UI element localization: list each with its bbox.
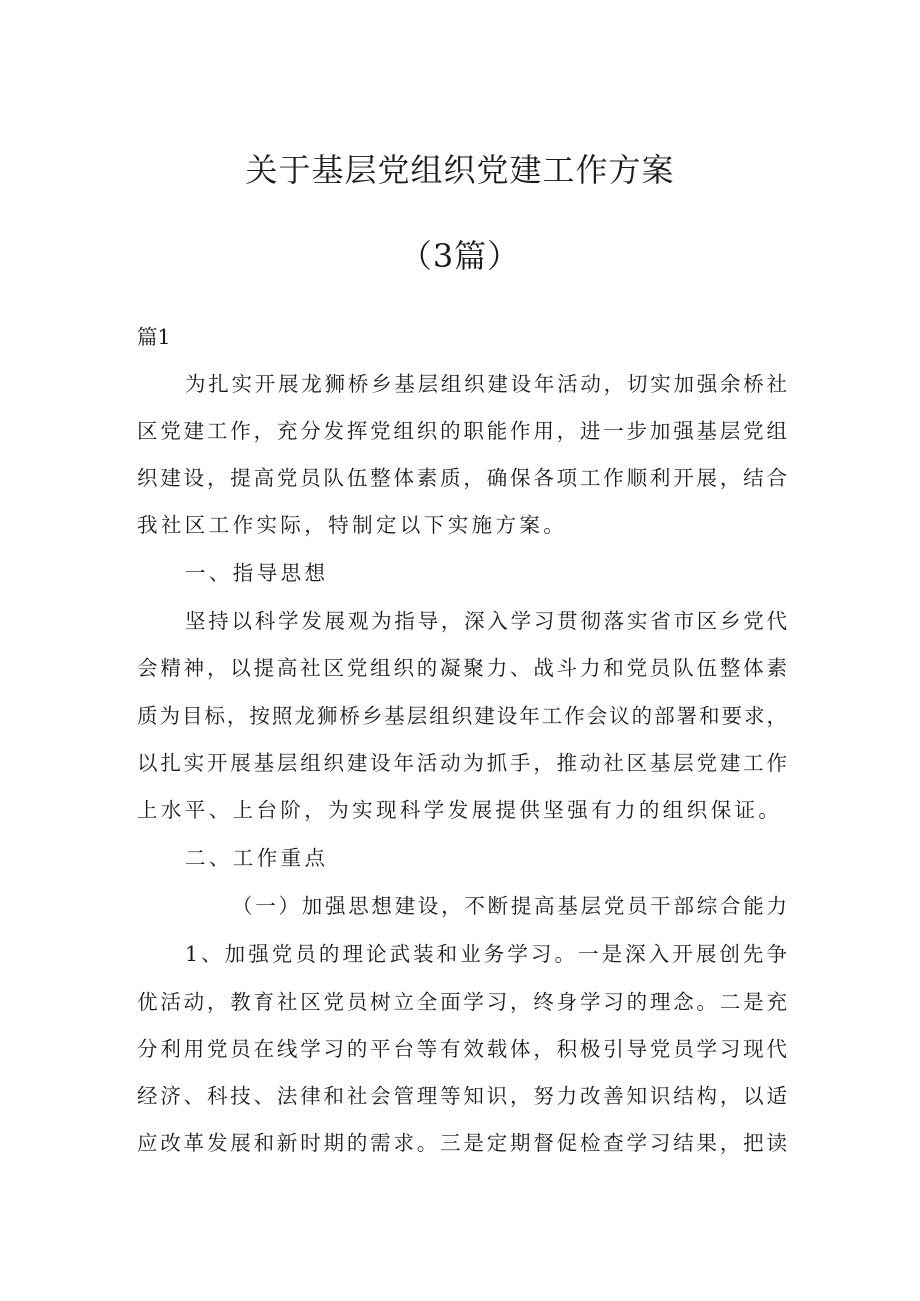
paragraph-line: 1、加强党员的理论武装和业务学习。一是深入开展创先争 — [185, 942, 787, 966]
section-label: 篇1 — [137, 325, 171, 349]
paragraph-line: 我社区工作实际，特制定以下实施方案。 — [137, 513, 568, 537]
paragraph-line: 上水平、上台阶，为实现科学发展提供坚强有力的组织保证。 — [137, 798, 783, 822]
paragraph-line: 应改革发展和新时期的需求。三是定期督促检查学习结果，把读 — [137, 1131, 787, 1155]
paragraph-line: 经济、科技、法律和社会管理等知识，努力改善知识结构，以适 — [137, 1084, 787, 1108]
document-title: 关于基层党组织党建工作方案 — [245, 151, 675, 189]
paragraph-line: 质为目标，按照龙狮桥乡基层组织建设年工作会议的部署和要求， — [137, 704, 787, 728]
paragraph-line: 优活动，教育社区党员树立全面学习，终身学习的理念。二是充 — [137, 990, 787, 1014]
document-subtitle: （3篇） — [399, 237, 521, 275]
paragraph-line: 织建设，提高党员队伍整体素质，确保各项工作顺利开展，结合 — [137, 466, 787, 490]
paragraph-line: 坚持以科学发展观为指导，深入学习贯彻落实省市区乡党代 — [185, 609, 787, 633]
section-heading: 一、指导思想 — [185, 561, 329, 585]
paragraph-line: 为扎实开展龙狮桥乡基层组织建设年活动，切实加强余桥社 — [185, 372, 787, 396]
section-heading: 二、工作重点 — [185, 846, 329, 870]
subsection-heading: （一）加强思想建设，不断提高基层党员干部综合能力 — [232, 894, 787, 918]
paragraph-line: 以扎实开展基层组织建设年活动为抓手，推动社区基层党建工作 — [137, 751, 787, 775]
paragraph-line: 会精神，以提高社区党组织的凝聚力、战斗力和党员队伍整体素 — [137, 656, 787, 680]
paragraph-line: 区党建工作，充分发挥党组织的职能作用，进一步加强基层党组 — [137, 419, 787, 443]
paragraph-line: 分利用党员在线学习的平台等有效载体，积极引导党员学习现代 — [137, 1037, 787, 1061]
